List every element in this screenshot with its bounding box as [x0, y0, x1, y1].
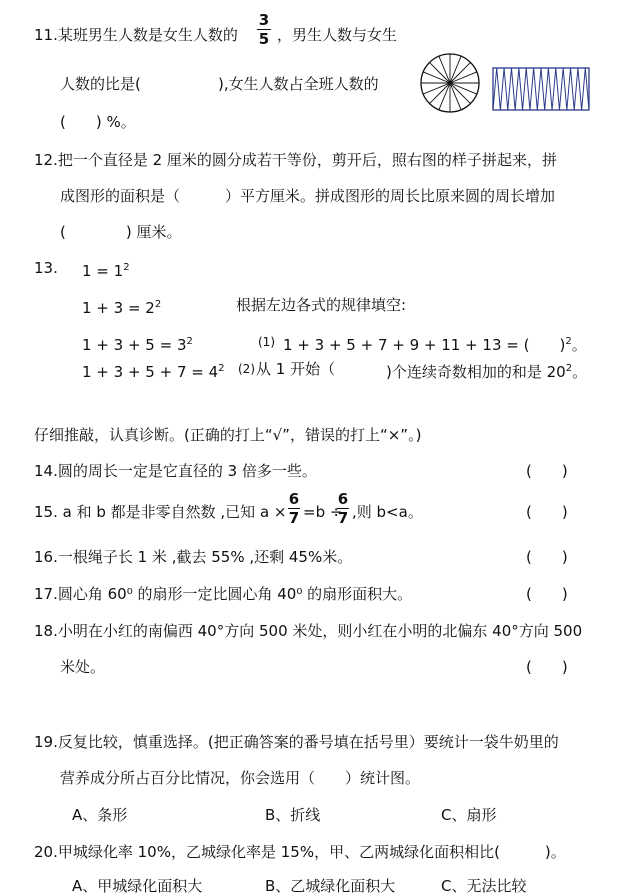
q15-text-b: =b ÷ [303, 503, 343, 521]
q12-line2: 成图形的面积是（ ）平方厘米。拼成图形的周长比原来圆的周长增加 [60, 187, 556, 205]
q13-eq3: $1 + 3 + 5 = 3^2$ [82, 336, 193, 354]
q13-sub1-number: (1) [258, 335, 275, 349]
q16-text: 16.一根绳子长 1 米 ,截去 55% ,还剩 45%米。 [34, 548, 353, 566]
sector-line [429, 83, 450, 104]
q15-fraction-2: 6 7 [337, 490, 349, 527]
q11-line3: ( ) %。 [60, 113, 136, 131]
q13-eq4: $1 + 3 + 5 + 7 = 4^2$ [82, 363, 225, 381]
sector-line [429, 62, 450, 83]
q18-answer-paren[interactable]: ( ) [526, 658, 568, 676]
q13-label: 13. [34, 259, 58, 277]
q19-option-c[interactable]: C、扇形 [441, 806, 497, 824]
q11-line2-b: ),女生人数占全班人数的 [218, 75, 379, 93]
q13-sub2-a: 从 1 开始（ [256, 360, 336, 378]
q13-eq1: $1 = 1^2$ [82, 262, 130, 280]
sector-line [450, 62, 471, 83]
q12-line1: 12.把一个直径是 2 厘米的圆分成若干等份，剪开后，照右图的样子拼起来，拼 [34, 151, 557, 169]
q14-answer-paren[interactable]: ( ) [526, 462, 568, 480]
rearranged-rectangle-figure [492, 67, 592, 113]
q19-line1: 19.反复比较，慎重选择。(把正确答案的番号填在括号里）要统计一袋牛奶里的 [34, 733, 559, 751]
q13-instruction: 根据左边各式的规律填空: [236, 296, 407, 314]
q14-text: 14.圆的周长一定是它直径的 3 倍多一些。 [34, 462, 317, 480]
q11-line1-a: 11.某班男生人数是女生人数的 [34, 26, 238, 44]
q19-option-a[interactable]: A、条形 [72, 806, 128, 824]
q13-eq2: $1 + 3 = 2^2$ [82, 299, 162, 317]
q13-sub2-number: (2) [238, 362, 255, 376]
q13-sub2-b: )个连续奇数相加的和是 $20^2$。 [386, 363, 588, 381]
sector-line [450, 83, 471, 104]
q15-fraction-1: 6 7 [288, 490, 300, 527]
q19-option-b[interactable]: B、折线 [265, 806, 321, 824]
q17-text: 17.圆心角 60⁰ 的扇形一定比圆心角 40⁰ 的扇形面积大。 [34, 585, 413, 603]
q15-text-c: ,则 b<a。 [352, 503, 423, 521]
q12-line3: ( ) 厘米。 [60, 223, 182, 241]
q15-text-a: 15. a 和 b 都是非零自然数 ,已知 a × [34, 503, 287, 521]
q13-sub1: 1 + 3 + 5 + 7 + 9 + 11 + 13 = ( )$^2$。 [283, 336, 587, 354]
q11-line2-a: 人数的比是( [60, 75, 141, 93]
q20-line1: 20.甲城绿化率 10%，乙城绿化率是 15%，甲、乙两城绿化面积相比( )。 [34, 843, 566, 861]
q20-option-a[interactable]: A、甲城绿化面积大 [72, 877, 203, 895]
q18-line1: 18.小明在小红的南偏西 40°方向 500 米处，则小红在小明的北偏东 40°方向 500 [34, 622, 583, 640]
q17-answer-paren[interactable]: ( ) [526, 585, 568, 603]
judge-heading: 仔细推敲，认真诊断。(正确的打上“√”，错误的打上“×”。) [34, 426, 422, 444]
q16-answer-paren[interactable]: ( ) [526, 548, 568, 566]
q19-line2: 营养成分所占百分比情况，你会选用（ ）统计图。 [60, 769, 421, 787]
q11-fraction [257, 12, 271, 47]
sector-circle-figure [419, 52, 481, 114]
q20-option-c[interactable]: C、无法比较 [441, 877, 527, 895]
q11-line1-b: ，男生人数与女生 [277, 26, 398, 44]
q11-fraction-numerator: 3 [258, 11, 270, 29]
q11-fraction-denominator: 5 [258, 30, 270, 48]
q20-option-b[interactable]: B、乙城绿化面积大 [265, 877, 396, 895]
q18-line2: 米处。 [60, 658, 106, 676]
q15-answer-paren[interactable]: ( ) [526, 503, 568, 521]
